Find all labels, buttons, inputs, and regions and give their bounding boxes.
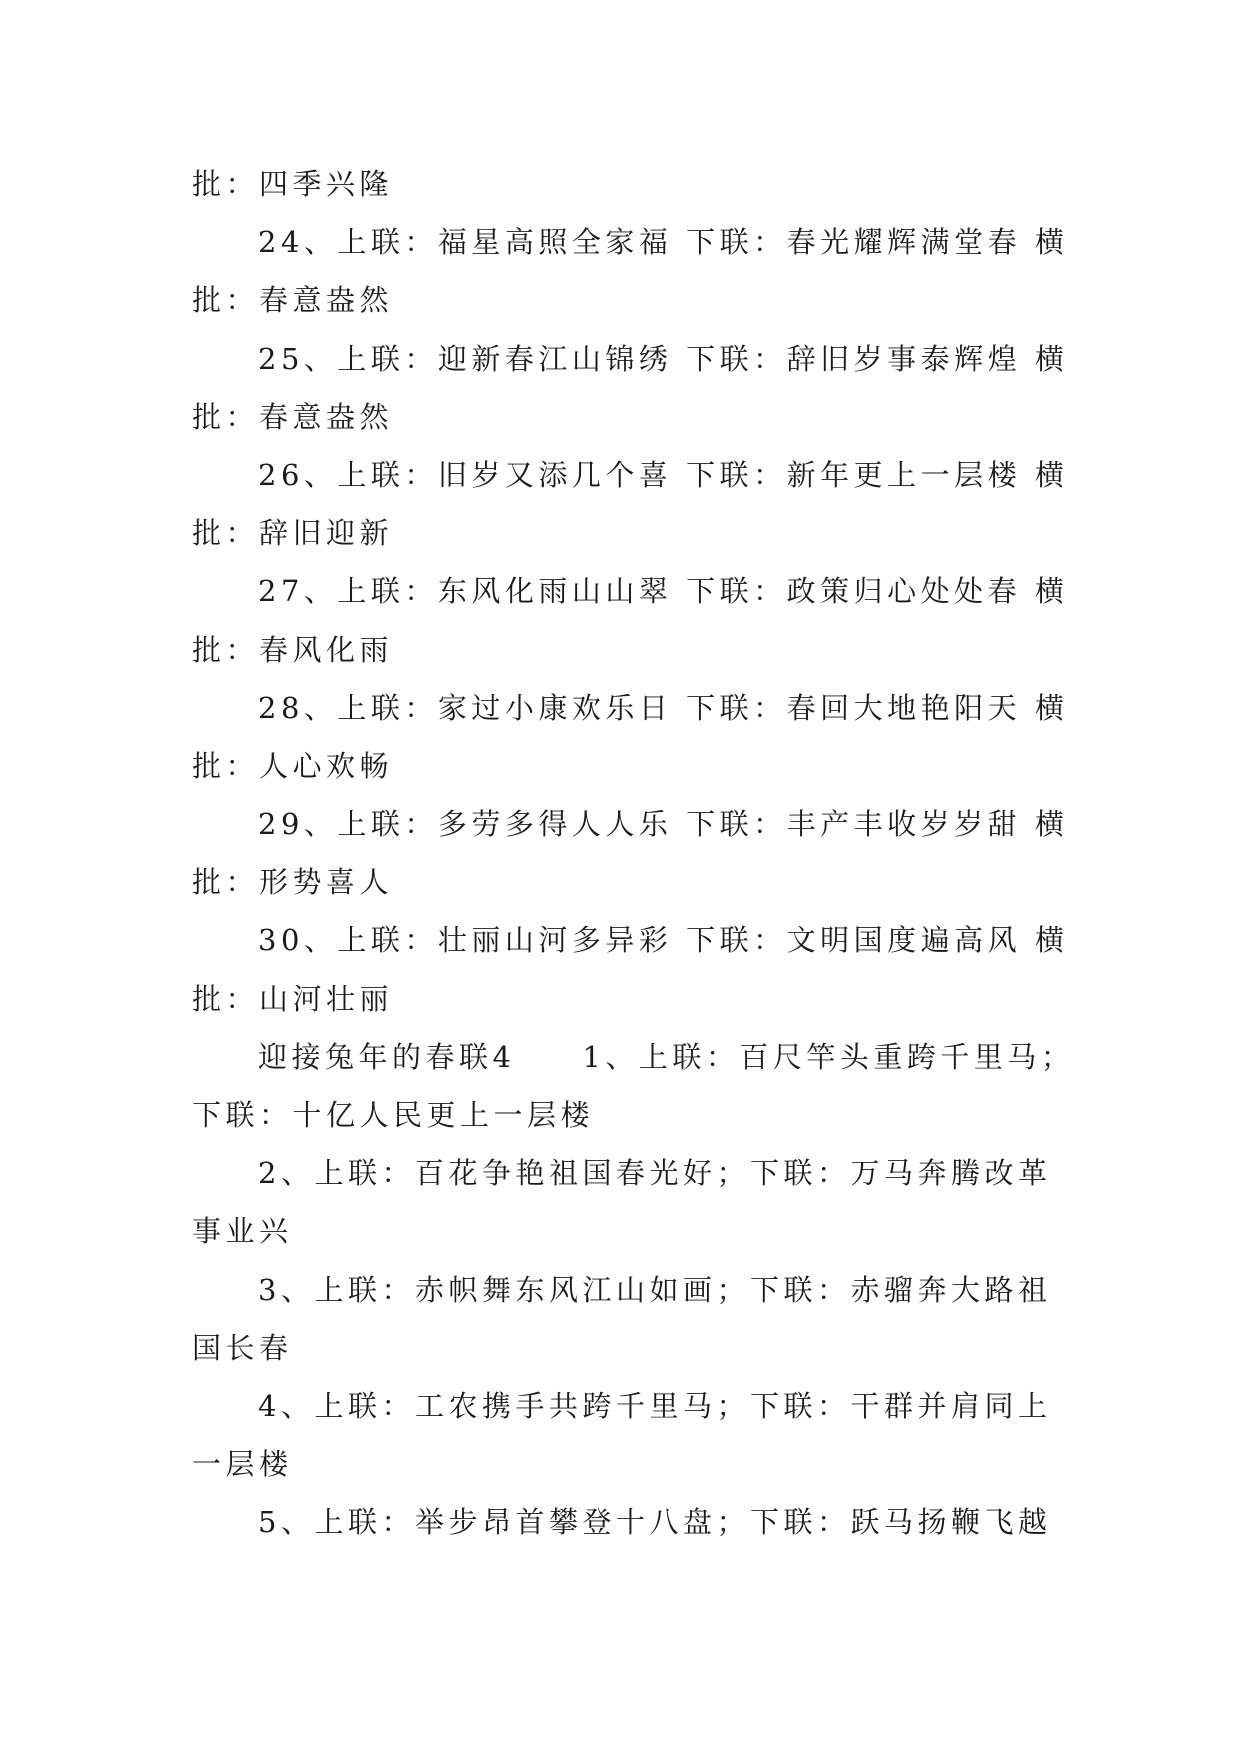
text-line: 迎接兔年的春联4 1、上联：百尺竿头重跨千里马； bbox=[258, 1039, 1075, 1074]
text-line: 30、上联：壮丽山河多异彩 下联：文明国度遍高风 横 bbox=[258, 923, 1069, 958]
text-line: 24、上联：福星高照全家福 下联：春光耀辉满堂春 横 bbox=[258, 225, 1069, 260]
text-line: 4、上联：工农携手共跨千里马；下联：干群并肩同上 bbox=[258, 1388, 1052, 1423]
text-line: 批：春意盎然 bbox=[192, 399, 394, 434]
text-line: 批：人心欢畅 bbox=[192, 748, 394, 783]
text-line: 批：春意盎然 bbox=[192, 283, 394, 318]
text-line: 批：山河壮丽 bbox=[192, 981, 394, 1016]
text-line: 国长春 bbox=[192, 1330, 293, 1365]
text-line: 27、上联：东风化雨山山翠 下联：政策归心处处春 横 bbox=[258, 574, 1069, 609]
text-line: 下联：十亿人民更上一层楼 bbox=[192, 1098, 595, 1132]
text-line: 5、上联：举步昂首攀登十八盘；下联：跃马扬鞭飞越 bbox=[258, 1505, 1052, 1540]
text-line: 28、上联：家过小康欢乐日 下联：春回大地艳阳天 横 bbox=[258, 690, 1069, 725]
text-line: 2、上联：百花争艳祖国春光好；下联：万马奔腾改革 bbox=[258, 1156, 1052, 1191]
text-line: 26、上联：旧岁又添几个喜 下联：新年更上一层楼 横 bbox=[258, 457, 1069, 492]
text-line: 批：辞旧迎新 bbox=[192, 516, 394, 551]
text-line: 25、上联：迎新春江山锦绣 下联：辞旧岁事泰辉煌 横 bbox=[258, 341, 1069, 376]
text-line: 批：形势喜人 bbox=[192, 865, 394, 900]
document-body bbox=[192, 155, 1075, 1552]
text-line: 一层楼 bbox=[192, 1447, 293, 1482]
text-line: 批：春风化雨 bbox=[192, 632, 394, 667]
text-line: 3、上联：赤帜舞东风江山如画；下联：赤骝奔大路祖 bbox=[258, 1272, 1052, 1307]
text-line: 事业兴 bbox=[192, 1214, 293, 1249]
text-line: 29、上联：多劳多得人人乐 下联：丰产丰收岁岁甜 横 bbox=[258, 807, 1069, 842]
text-line: 批：四季兴隆 bbox=[192, 167, 394, 201]
